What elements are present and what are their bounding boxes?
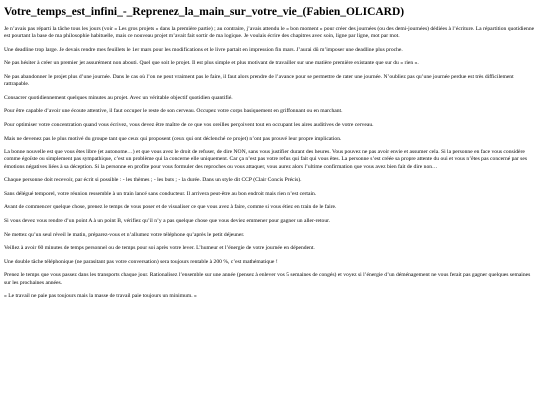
paragraph: Une double tâche téléphonique (ne parasitant pas votre conversation) sera toujours rentable à 200 %, c’est mathématique !: [4, 258, 278, 265]
paragraph: Veillez à avoir 60 minutes de temps personnel ou de temps pour soi après votre lever. L’humeur et l’énergie de votre journée en dépendent.: [4, 245, 315, 252]
paragraph: Avant de commencer quelque chose, prenez le temps de vous poser et de visualiser ce que vous avez à faire, comme si vous étiez en train de le faire.: [4, 204, 337, 211]
paragraph: Une deadline trop large. Je devais rendre mes feuillets le 1er mars pour les modifications et le livre partait en impression fin mars. J’aurai dû m’imposer une deadline plus proche.: [4, 46, 403, 53]
paragraph: Pour être capable d’avoir une écoute attentive, il faut occuper le reste de son cerveau. Occupez votre corps basiquement en griffonnant ou en marchant.: [4, 108, 343, 115]
paragraph: « Le travail ne paie pas toujours mais la masse de travail paie toujours un minimum. »: [4, 293, 197, 300]
paragraph: Consacrer quotidiennement quelques minutes au projet. Avec un véritable objectif quotidien quantifié.: [4, 94, 233, 101]
paragraph: Sans délégué temporel, votre réunion ressemble à un train lancé sans conducteur. Il arrivera peut-être au bon endroit mais rien n’est certain.: [4, 190, 317, 197]
paragraph: Je n’avais pas réparti la tâche tous les jours (voir « Les gros projets » dans la première partie) ; au contraire, j’avais attendu le « bon moment » pour créer des journées (ou des demi-journées) dédiées à l’écriture. La répartition quotidienne est pourtant la base de ma philosophie habituelle, mais ce nouveau projet m’avait fait sortir de ma logique. Je voulais écrire des chapitres avec soin, ligne par ligne, mot par mot.: [4, 26, 535, 40]
paragraph: Prenez le temps que vous passez dans les transports chaque jour. Rationalisez l’ensemble sur une année (pensez à enlever vos 5 semaines de congés) et voyez si l’énergie d’un déménagement ne vous ferait pas gagner quelques semaines sur les prochaines années.: [4, 272, 531, 286]
paragraph: Ne pas hésiter à créer un premier jet assurément non abouti. Quel que soit le projet. Il est plus simple et plus motivant de travailler sur une matière première existante que sur du « rien ».: [4, 60, 419, 67]
paragraph: Ne mettez qu’un seul réveil le matin, préparez-vous et n’allumez votre téléphone qu’après le petit déjeuner.: [4, 231, 245, 238]
paragraph: Si vous devez vous rendre d’un point A à un point B, vérifiez qu’il n’y a pas quelque chose que vous deviez emmener pour gagner un aller-retour.: [4, 217, 331, 224]
paragraph: Mais ne devenez pas le plus motivé du groupe tant que ceux qui proposent (ceux qui ont déclenché ce projet) n’ont pas prouvé leur propre implication.: [4, 135, 342, 142]
paragraph: Ne pas abandonner le projet plus d’une journée. Dans le cas où l’on ne peut vraiment pas le faire, il faut alors prendre de l’avance pour se permettre de rater une journée. N’oubliez pas qu’une journée perdue est très difficilement rattrapable.: [4, 73, 514, 88]
document-title: Votre_temps_est_infini_-_Reprenez_la_main_sur_votre_vie_(Fabien_OLICARD): [4, 6, 405, 18]
paragraph: Chaque personne doit recevoir, par écrit si possible : - les thèmes ; - les buts ; - la durée. Dans un style dit CCP (Clair Concis Précis).: [4, 177, 302, 184]
paragraph: Pour optimiser votre concentration quand vous écrivez, vous devez être maître de ce que vos oreilles perçoivent tout en occupant les aires auditives de votre cerveau.: [4, 121, 374, 128]
paragraph: La bonne nouvelle est que vous êtes libre (et autonome…) et que vous avez le droit de refuser, de dire NON, sans vous justifier durant des heures. Vous pouvez ne pas avoir envie et assumer cela. Si la personne en face vous considère comme égoïste ou simplement pas sympathique, c’est un problème qui la concerne elle uniquement. Car ça n’est pas votre refus qui fait qui vous êtes. La personne s’est créée sa propre attente du oui et vous n’êtes pas concerné par ses émotions négatives liées à sa déception. Si la personne en profite pour vous formuler des reproches ou vous attaquer, vous aurez alors l’ultime confirmation que vous avez bien fait de dire non…: [4, 149, 527, 170]
